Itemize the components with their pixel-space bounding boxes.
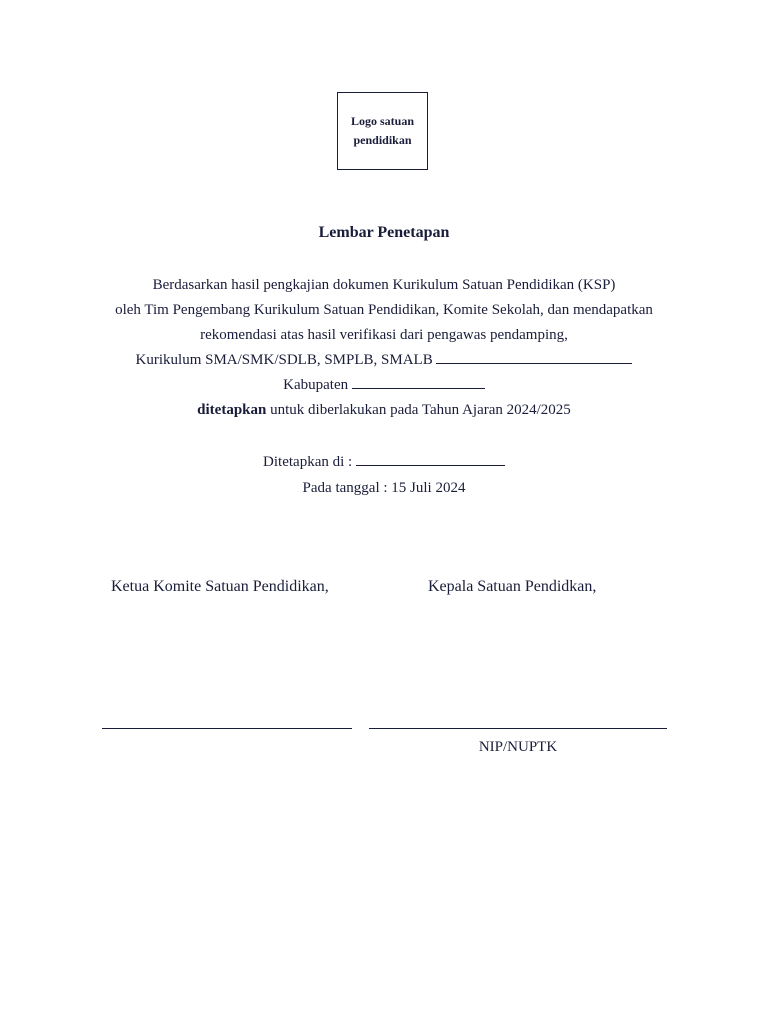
principal-label: Kepala Satuan Pendidkan, [428,578,597,595]
district-label: Kabupaten [283,377,349,393]
determined-keyword: ditetapkan [197,402,267,418]
paragraph-line-6 [0,398,768,423]
place-label: Ditetapkan di : [263,454,353,470]
logo-text-line1: Logo satuan [350,114,415,128]
paragraph-line-3: rekomendasi atas hasil verifikasi dari pengawas pendamping, [200,327,568,343]
committee-chair-label: Ketua Komite Satuan Pendidikan, [111,578,329,595]
place-blank[interactable] [356,452,505,466]
logo-text-line2: pendidikan [353,133,412,147]
determination-paragraph [0,273,768,423]
school-name-blank[interactable] [436,350,632,364]
district-name-blank[interactable] [352,375,485,389]
academic-year-text: untuk diberlakukan pada Tahun Ajaran 2024/2025 [266,402,571,418]
paragraph-line-4 [0,348,768,373]
document-title: Lembar Penetapan [318,224,450,241]
logo-placeholder [337,92,428,170]
place-line [0,449,768,475]
place-date-block [0,449,768,501]
committee-chair-signature-line[interactable] [102,728,352,729]
date-line: Pada tanggal : 15 Juli 2024 [302,480,466,496]
principal-signature-line[interactable] [369,728,667,729]
paragraph-line-5 [0,373,768,398]
paragraph-line-2: oleh Tim Pengembang Kurikulum Satuan Pendidikan, Komite Sekolah, dan mendapatkan [115,302,653,318]
principal-id-label: NIP/NUPTK [478,739,558,755]
curriculum-label: Kurikulum SMA/SMK/SDLB, SMPLB, SMALB [135,352,433,368]
paragraph-line-1: Berdasarkan hasil pengkajian dokumen Kurikulum Satuan Pendidikan (KSP) [152,277,616,293]
